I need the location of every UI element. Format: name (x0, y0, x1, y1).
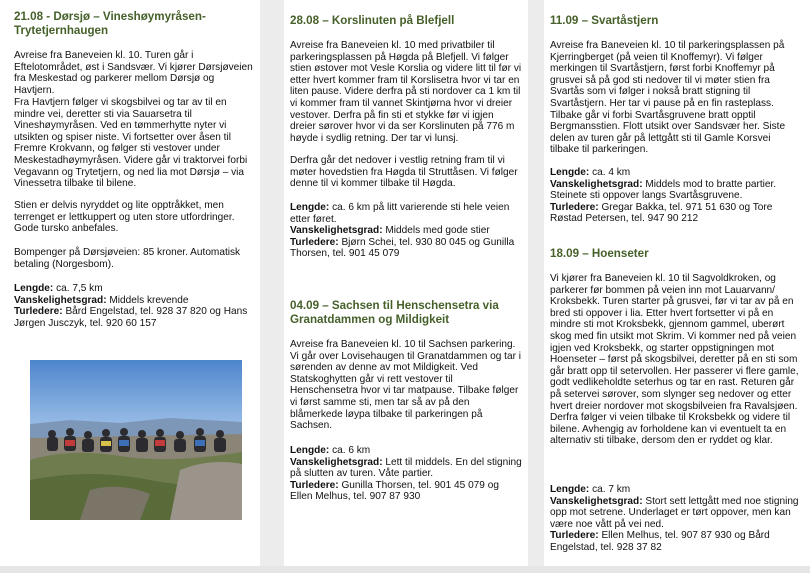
trip-info (290, 445, 522, 503)
length-label: Lengde: (550, 167, 590, 178)
trip-title: 28.08 – Korslinuten på Blefjell (290, 14, 455, 27)
length-value: ca. 4 km (592, 167, 631, 178)
difficulty-value: Lett til middels. En del stigning på slutten av turen. Våte partier. (290, 456, 522, 480)
difficulty-label: Vanskelighetsgrad: (14, 294, 107, 306)
guides-label: Turledere: (290, 479, 339, 491)
column-gutter (260, 0, 284, 573)
trip-description: Avreise fra Baneveien kl. 10 til parkeringsplassen på Kjerringberget (på veien til Knoffemyr). Vi følger merkingen til Svartåstjern, først forbi Knoffemyr på grusvei så på god sti nedover til vi møter stien fra Svartås som vi følger i nokså bratt stigning til Svartåstjern. Her tar vi pause på en fin rasteplass. Tilbake går vi forbi Svartåsgruvene bratt opptil Bergmansstien. Flott utsikt over Sandsvær her. Siste delen av turen går på lettgått sti til Gamle Korsvei tilbake til parkeringen. (550, 40, 786, 156)
page-bottom-strip (0, 566, 810, 573)
length-value: ca. 6 km på litt varierende sti hele veien etter føret. (290, 202, 510, 225)
difficulty-value: Middels krevende (109, 294, 189, 306)
guides-label: Turledere: (550, 201, 599, 213)
trip-description: Avreise fra Baneveien kl. 10 med privatbiler til parkeringsplassen på Høgda på Blefjell. Vi følger stien østover mot Vesle Korslia og videre litt til før vi etter hvert kommer fram til Korslisetra hvor vi tar en liten pause. Videre derfra på sti nordover ca 1 km til vi kommer fram til vannet Skintjørna hvor vi dreier vestover. Derfra på fin sti et stykke før vi igjen dreier sørover hvor vi da ser Korslinuten på 776 m høyde i sydlig retning. Der tar vi lunsj. (290, 40, 522, 144)
difficulty-value: Middels med gode stier (385, 225, 490, 237)
guides-value: Ellen Melhus, tel. 907 87 930 og Bård Engelstad, tel. 928 37 82 (550, 530, 770, 553)
trip-info (14, 283, 254, 329)
difficulty-label: Vanskelighetsgrad: (550, 178, 643, 190)
guides-label: Turledere: (550, 530, 599, 542)
trip-info (550, 167, 800, 225)
photo-illustration (30, 360, 242, 520)
length-label: Lengde: (290, 445, 330, 456)
guides-value: Bjørn Schei, tel. 930 80 045 og Gunilla Thorsen, tel. 901 45 079 (290, 236, 515, 260)
length-label: Lengde: (550, 484, 590, 495)
length-value: ca. 6 km (332, 445, 371, 456)
trip-info (290, 202, 522, 260)
difficulty-value: Stort sett lettgått med noe stigning opp mot setrene. Underlaget er tørt oppover, men kan være noe vått på vei ned. (550, 495, 799, 530)
column-gutter (528, 0, 544, 573)
length-label: Lengde: (290, 202, 330, 213)
difficulty-label: Vanskelighetsgrad: (290, 225, 383, 237)
length-value: ca. 7,5 km (56, 283, 103, 294)
difficulty-label: Vanskelighetsgrad: (290, 456, 383, 468)
guides-value: Gregar Bakka, tel. 971 51 630 og Tore Røstad Petersen, tel. 947 90 212 (550, 201, 773, 225)
trip-description: Vi kjører fra Baneveien kl. 10 til Sagvoldkroken, og parkerer før bommen på veien inn mot Lauarvann/ Kroksbekk. Turen starter på grusvei, før vi tar av på en bred sti oppover i lia. Etter hvert fortsetter vi på en mindre sti mot Kroksbekk, gjennom gammel, uberørt skog med fin utsikt mot Skrim. Vi kommer ned på veien igjen ved Kroksbekk, og starter oppstigningen mot Hoenseter – først på skogsbilvei, deretter på en sti som går bratt opp til setervollen. Her passerer vi flere gamle, godt vedlikeholdte seterhus og tar en rast. Returen går på setervei sørover, som slynger seg nedover og etter hvert dreier nordover mot skogsbilveien fra Ravalsjøen. Derfra følger vi veien tilbake til Kroksbekk og videre til bilene. Avhengig av forholdene kan vi eventuelt ta en alternativ sti tilbake, dersom den er ryddet og klar. (550, 273, 799, 447)
length-value: ca. 7 km (592, 484, 631, 495)
trip-intro: Avreise fra Baneveien kl. 10. Turen går i Eftelotområdet, øst i Sandsvær. Vi kjører Dørsjøveien fra Meskestad og parkerer mellom Dørsjø og Havtjern. (14, 50, 253, 96)
difficulty-label: Vanskelighetsgrad: (550, 495, 643, 507)
trip-info (550, 484, 800, 554)
trip-title: 18.09 – Hoenseter (550, 247, 649, 260)
group-hiking-photo (30, 360, 242, 520)
length-label: Lengde: (14, 283, 54, 294)
trip-title: 04.09 – Sachsen til Henschensetra via Granatdammen og Mildigkeit (290, 299, 499, 326)
guides-value: Bård Engelstad, tel. 928 37 820 og Hans Jørgen Jusczyk, tel. 920 60 157 (14, 306, 248, 329)
difficulty-value: Middels mod to bratte partier. Steinete sti oppover langs Svartåsgruvene. (550, 178, 777, 202)
trip-description: Fra Havtjern følger vi skogsbilvei og tar av til en mindre vei, deretter sti via Sauarsetra til Vineshøymyråsen. Ved en tømmerhytte nyter vi utsikten og spiser niste. Vi fortsetter over åsen til Fremre Krokvann, og følger sti vestover under Meskestadhøymyråsen. Videre går vi traktorvei forbi Vegavann og Trytetjern, og ned lia mot Dørsjø – via Vinessetra tilbake til bilene. (14, 97, 248, 190)
trip-title: 11.09 – Svartåstjern (550, 14, 659, 27)
trip-toll-note: Bompenger på Dørsjøveien: 85 kroner. Automatisk betaling (Norgesbom). (14, 247, 241, 270)
guides-label: Turledere: (290, 236, 339, 248)
trip-description: Avreise fra Baneveien kl. 10 til Sachsen parkering. Vi går over Lovisehaugen til Granatdammen og tar i sørenden av denne av mot Mildigkeit. Ved Statskoghytten går vi rett vestover til Henschensetra hvor vi tar matpause. Tilbake følger vi først samme sti, men tar så av på den blåmerkede løypa tilbake til parkeringen på Sachsen. (290, 339, 521, 432)
guides-value: Gunilla Thorsen, tel. 901 45 079 og Ellen Melhus, tel. 907 87 930 (290, 479, 499, 503)
trip-return: Derfra går det nedover i vestlig retning fram til vi møter hovedstien fra Høgda til Struttåsen. Vi følger denne til vi kommer tilbake til Høgda. (290, 155, 518, 190)
trip-title: 21.08 - Dørsjø – Vineshøymyråsen-Trytetjernhaugen (14, 10, 206, 37)
trip-terrain-note: Stien er delvis nyryddet og lite opptråkket, men terrenget er lettkuppert og uten store utfordringer. Gode tursko anbefales. (14, 200, 235, 235)
guides-label: Turledere: (14, 306, 63, 318)
